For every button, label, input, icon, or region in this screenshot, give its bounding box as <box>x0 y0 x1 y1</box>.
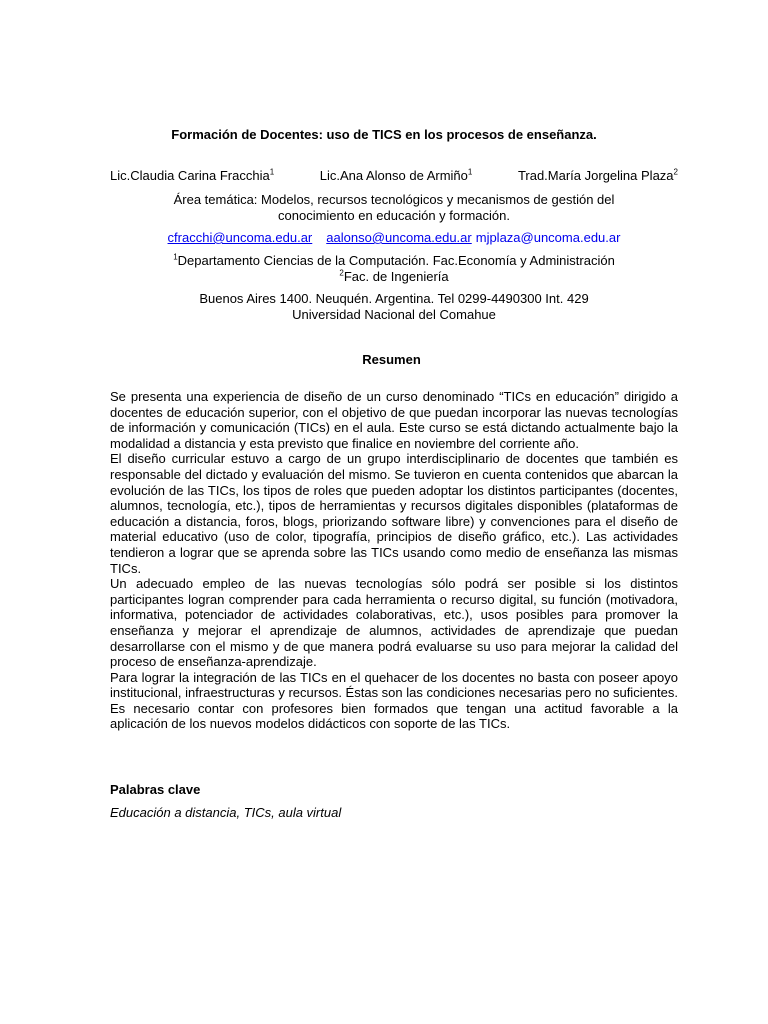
affiliation-2: $^2$Fac. de Ingeniería <box>339 268 449 284</box>
email-link-1[interactable]: cfracchi@uncoma.edu.ar <box>167 230 313 245</box>
keywords-heading: Palabras clave <box>110 782 201 797</box>
abstract-paragraph: Se presenta una experiencia de diseño de un curso denominado “TICs en educación” dirigido a docentes de educación superior, con el objetivo de que puedan incorporar las nuevas tecnologías de información y comunicación (TICs) en el aula. Este curso se está dictando actualmente bajo la modalidad a distancia y esta previsto que finalice en noviembre del corriente año. <box>110 389 678 451</box>
email-list <box>110 230 678 246</box>
affiliation-1: $^1$Departamento Ciencias de la Computación. Fac.Economía y Administración <box>173 252 615 268</box>
paper-title: Formación de Docentes: uso de TICS en los procesos de enseñanza. <box>171 127 597 142</box>
affiliations <box>110 253 678 284</box>
author-list <box>110 168 678 183</box>
abstract-paragraph: Para lograr la integración de las TICs en el quehacer de los docentes no basta con poseer apoyo institucional, infraestructuras y recursos. Éstas son las condiciones necesarias pero no suficientes. Es necesario contar con profesores bien formados que tengan una actitud favorable a la aplicación de los nuevos modelos didácticos con soporte de las TICs. <box>110 669 678 732</box>
author-3: Trad.María Jorgelina Plaza$^2$ <box>517 167 678 183</box>
keywords-text: Educación a distancia, TICs, aula virtual <box>110 805 342 820</box>
address: Buenos Aires 1400. Neuquén. Argentina. Tel 0299-4490300 Int. 429 Universidad Nacional del Comahue <box>199 291 589 322</box>
abstract-paragraph: Un adecuado empleo de las nuevas tecnologías sólo podrá ser posible si los distintos participantes logran comprender para cada herramienta o recurso digital, su función (motivadora, informativa, potenciador de actividades colaborativas, etc.), usos posibles para promover la enseñanza y mejorar el aprendizaje de alumnos, actividades de aprendizaje que puedan desarrollarse con el mismo y de que manera podrá evaluarse su uso para mejorar la calidad del proceso de enseñanza-aprendizaje. <box>110 576 678 670</box>
abstract-body <box>110 389 678 732</box>
abstract-paragraph: El diseño curricular estuvo a cargo de un grupo interdisciplinario de docentes que también es responsable del dictado y evaluación del mismo. Se tuvieron en cuenta contenidos que abarcan la evolución de las TICs, los tipos de roles que pueden adoptar los distintos participantes (docentes, alumnos, tecnología, etc.), tipos de herramientas y recursos digitales disponibles (plataformas de educación a distancia, foros, blogs, priorizando software libre) y convenciones para el diseño de material educativo (uso de color, tipografía, principios de diseño gráfico, etc.). Las actividades tendieron a lograr que se aprenda sobre las TICs usando como medio de enseñanza las mismas TICs. <box>110 451 678 576</box>
thematic-area: Área temática: Modelos, recursos tecnológicos y mecanismos de gestión del conocimiento en educación y formación. <box>173 192 615 223</box>
abstract-heading: Resumen <box>362 352 421 367</box>
author-1: Lic.Claudia Carina Fracchia$^1$ <box>110 167 275 183</box>
email-link-2[interactable]: aalonso@uncoma.edu.ar <box>326 230 472 245</box>
email-text-3[interactable]: mjplaza@uncoma.edu.ar <box>475 230 621 245</box>
author-2: Lic.Ana Alonso de Armiño$^1$ <box>319 167 473 183</box>
